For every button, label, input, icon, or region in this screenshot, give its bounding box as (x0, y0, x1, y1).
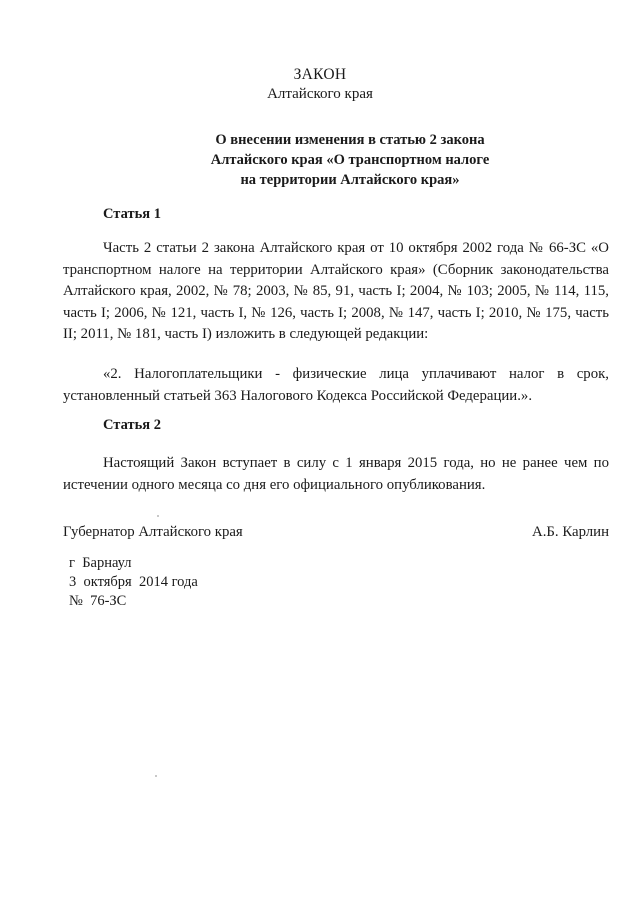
article-1-paragraph-1: Часть 2 статьи 2 закона Алтайского края от 10 октября 2002 года № 66-ЗС «О транспортном налоге на территории Алтайского края» (Сборник законодательства Алтайского края, 2002, № 78; 2003, № 85, 91, часть I; 2004, № 103; 2005, № 114, 115, часть I; 2006, № 121, часть I, № 126, часть I; 2008, № 147, часть I; 2010, № 175, часть II; 2011, № 181, часть I) изложить в следующей редакции: (63, 240, 609, 342)
article-1-title: Статья 1 (103, 206, 161, 222)
law-number: № 76-ЗС (69, 593, 127, 609)
heading-line: Алтайского края «О транспортном налоге (210, 152, 490, 168)
signatory-name: А.Б. Карлин (532, 524, 609, 540)
document-type: ЗАКОН (293, 66, 347, 83)
signatory-position: Губернатор Алтайского края (63, 524, 243, 540)
article-1-paragraph-2: «2. Налогоплательщики - физические лица уплачивают налог в срок, установленный статьей 363 Налогового Кодекса Российской Федерации.». (63, 366, 609, 404)
article-2-title: Статья 2 (103, 417, 161, 433)
heading-line: О внесении изменения в статью 2 закона (215, 132, 485, 148)
heading-line: на территории Алтайского края» (240, 172, 460, 188)
article-2-paragraph: Настоящий Закон вступает в силу с 1 января 2015 года, но не ранее чем по истечении одного месяца со дня его официального опубликования. (63, 455, 609, 493)
document-region: Алтайского края (267, 86, 373, 102)
signing-city: г Барнаул (69, 555, 132, 571)
signing-date: 3 октября 2014 года (69, 574, 198, 590)
scan-speck (157, 515, 159, 517)
scan-speck (155, 775, 157, 777)
document-heading (180, 130, 520, 190)
document-details (69, 554, 198, 611)
